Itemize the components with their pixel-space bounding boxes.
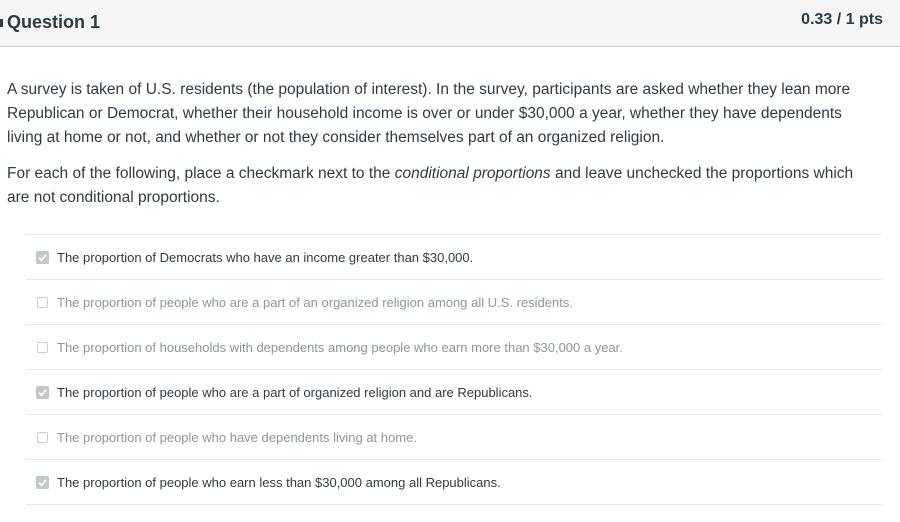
answer-option-5[interactable] [26, 415, 882, 460]
answer-label: The proportion of people who are a part of organized religion and are Republicans. [57, 385, 533, 400]
answer-checkbox[interactable] [37, 432, 48, 443]
answer-checkbox[interactable] [36, 251, 49, 264]
answer-option-1[interactable] [26, 235, 882, 280]
answer-label: The proportion of people who earn less than $30,000 among all Republicans. [57, 475, 501, 490]
question-title: Question 1 [7, 12, 101, 32]
answer-option-4[interactable] [26, 370, 882, 415]
answer-label: The proportion of Democrats who have an income greater than $30,000. [57, 250, 474, 265]
answer-checkbox[interactable] [36, 386, 49, 399]
answer-checkbox[interactable] [37, 297, 48, 308]
question-paragraph-1: A survey is taken of U.S. residents (the population of interest). In the survey, participants are asked whether they lean more Republican or Democrat, whether their household income is over or under $30,000 a year, whether they have dependents living at home or not, and whether or not they consider themselves part of an organized religion. [7, 81, 851, 146]
paragraph-2-text-end: and leave unchecked the proportions which are not conditional proportions. [7, 165, 854, 206]
answer-list [26, 234, 882, 505]
answer-label: The proportion of people who are a part of an organized religion among all U.S. residents. [57, 295, 573, 310]
question-header [0, 0, 900, 47]
checkmark-icon [38, 253, 47, 262]
answer-checkbox[interactable] [36, 476, 49, 489]
question-paragraph-2 [7, 162, 879, 210]
answer-checkbox[interactable] [37, 342, 48, 353]
answer-option-3[interactable] [26, 325, 882, 370]
answer-option-2[interactable] [26, 280, 882, 325]
header-accent [0, 19, 3, 27]
checkmark-icon [38, 478, 47, 487]
question-text [7, 78, 879, 222]
question-points: 0.33 / 1 pts [801, 11, 883, 28]
paragraph-2-text-start: For each of the following, place a checkmark next to the [7, 165, 395, 182]
answer-label: The proportion of people who have dependents living at home. [57, 430, 417, 445]
answer-option-6[interactable] [26, 460, 882, 505]
answer-label: The proportion of households with dependents among people who earn more than $30,000 a year. [57, 340, 623, 355]
paragraph-2-emphasis: conditional proportions [394, 165, 551, 182]
checkmark-icon [38, 388, 47, 397]
